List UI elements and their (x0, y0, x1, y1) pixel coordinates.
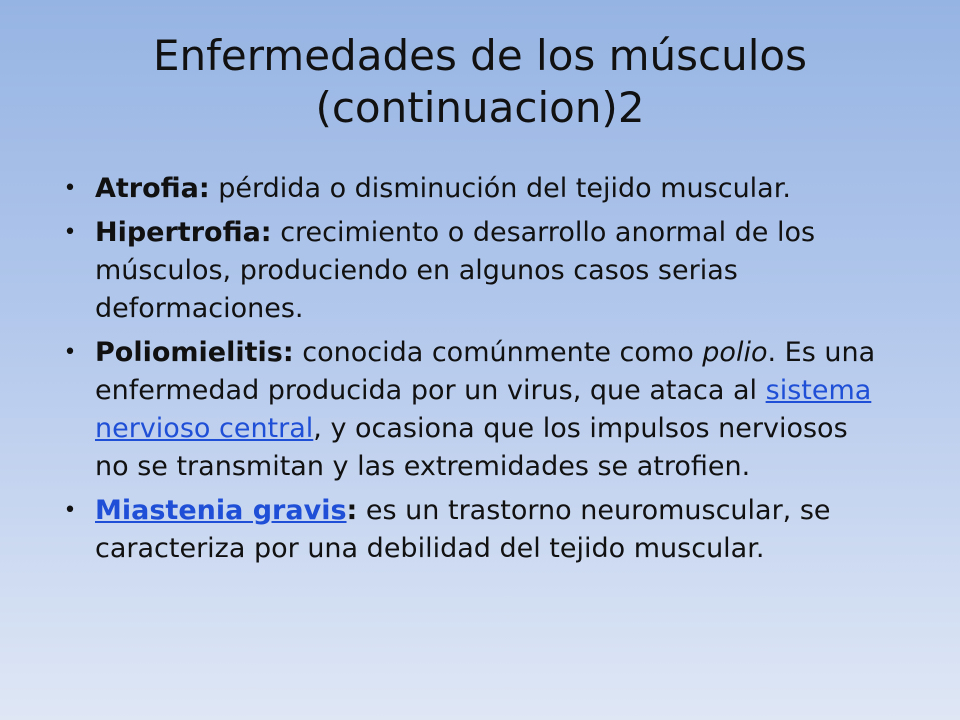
bullet-dot-icon: • (63, 176, 77, 201)
bullet-dot-icon: • (63, 340, 77, 365)
slide-title (48, 30, 912, 134)
bullet-atrofia (60, 170, 880, 208)
term-poliomielitis: Poliomielitis: (95, 337, 294, 368)
miastenia-gravis-link[interactable]: Miastenia gravis (95, 495, 347, 526)
definition-atrofia: pérdida o disminución del tejido muscular. (209, 173, 791, 204)
definition-poliomielitis-part-3: , y ocasiona que los impulsos nerviosos no se transmitan y las extremidades se atrofien. (95, 413, 848, 482)
sistema-nervioso-central-link[interactable]: sistema nervioso central (95, 375, 872, 444)
bullet-hipertrofia (60, 214, 880, 328)
term-atrofia: Atrofia: (95, 173, 210, 204)
definition-poliomielitis-part-2: . Es una enfermedad producida por un virus, que ataca al (95, 337, 876, 406)
definition-hipertrofia: crecimiento o desarrollo anormal de los músculos, produciendo en algunos casos serias deformaciones. (95, 217, 816, 324)
bullet-list (60, 170, 880, 574)
bullet-miastenia-gravis (60, 492, 880, 568)
polio-italic: polio (702, 337, 768, 368)
title-line-2: (continuacion)2 (315, 83, 645, 132)
bullet-poliomielitis (60, 334, 880, 486)
title-line-1: Enfermedades de los músculos (152, 31, 807, 80)
definition-poliomielitis-part-1: conocida comúnmente como (293, 337, 703, 368)
bullet-dot-icon: • (63, 498, 77, 523)
bullet-dot-icon: • (63, 220, 77, 245)
miastenia-colon: : (346, 495, 358, 526)
term-hipertrofia: Hipertrofia: (95, 217, 272, 248)
definition-miastenia-gravis: es un trastorno neuromuscular, se caracteriza por una debilidad del tejido muscular. (95, 495, 831, 564)
